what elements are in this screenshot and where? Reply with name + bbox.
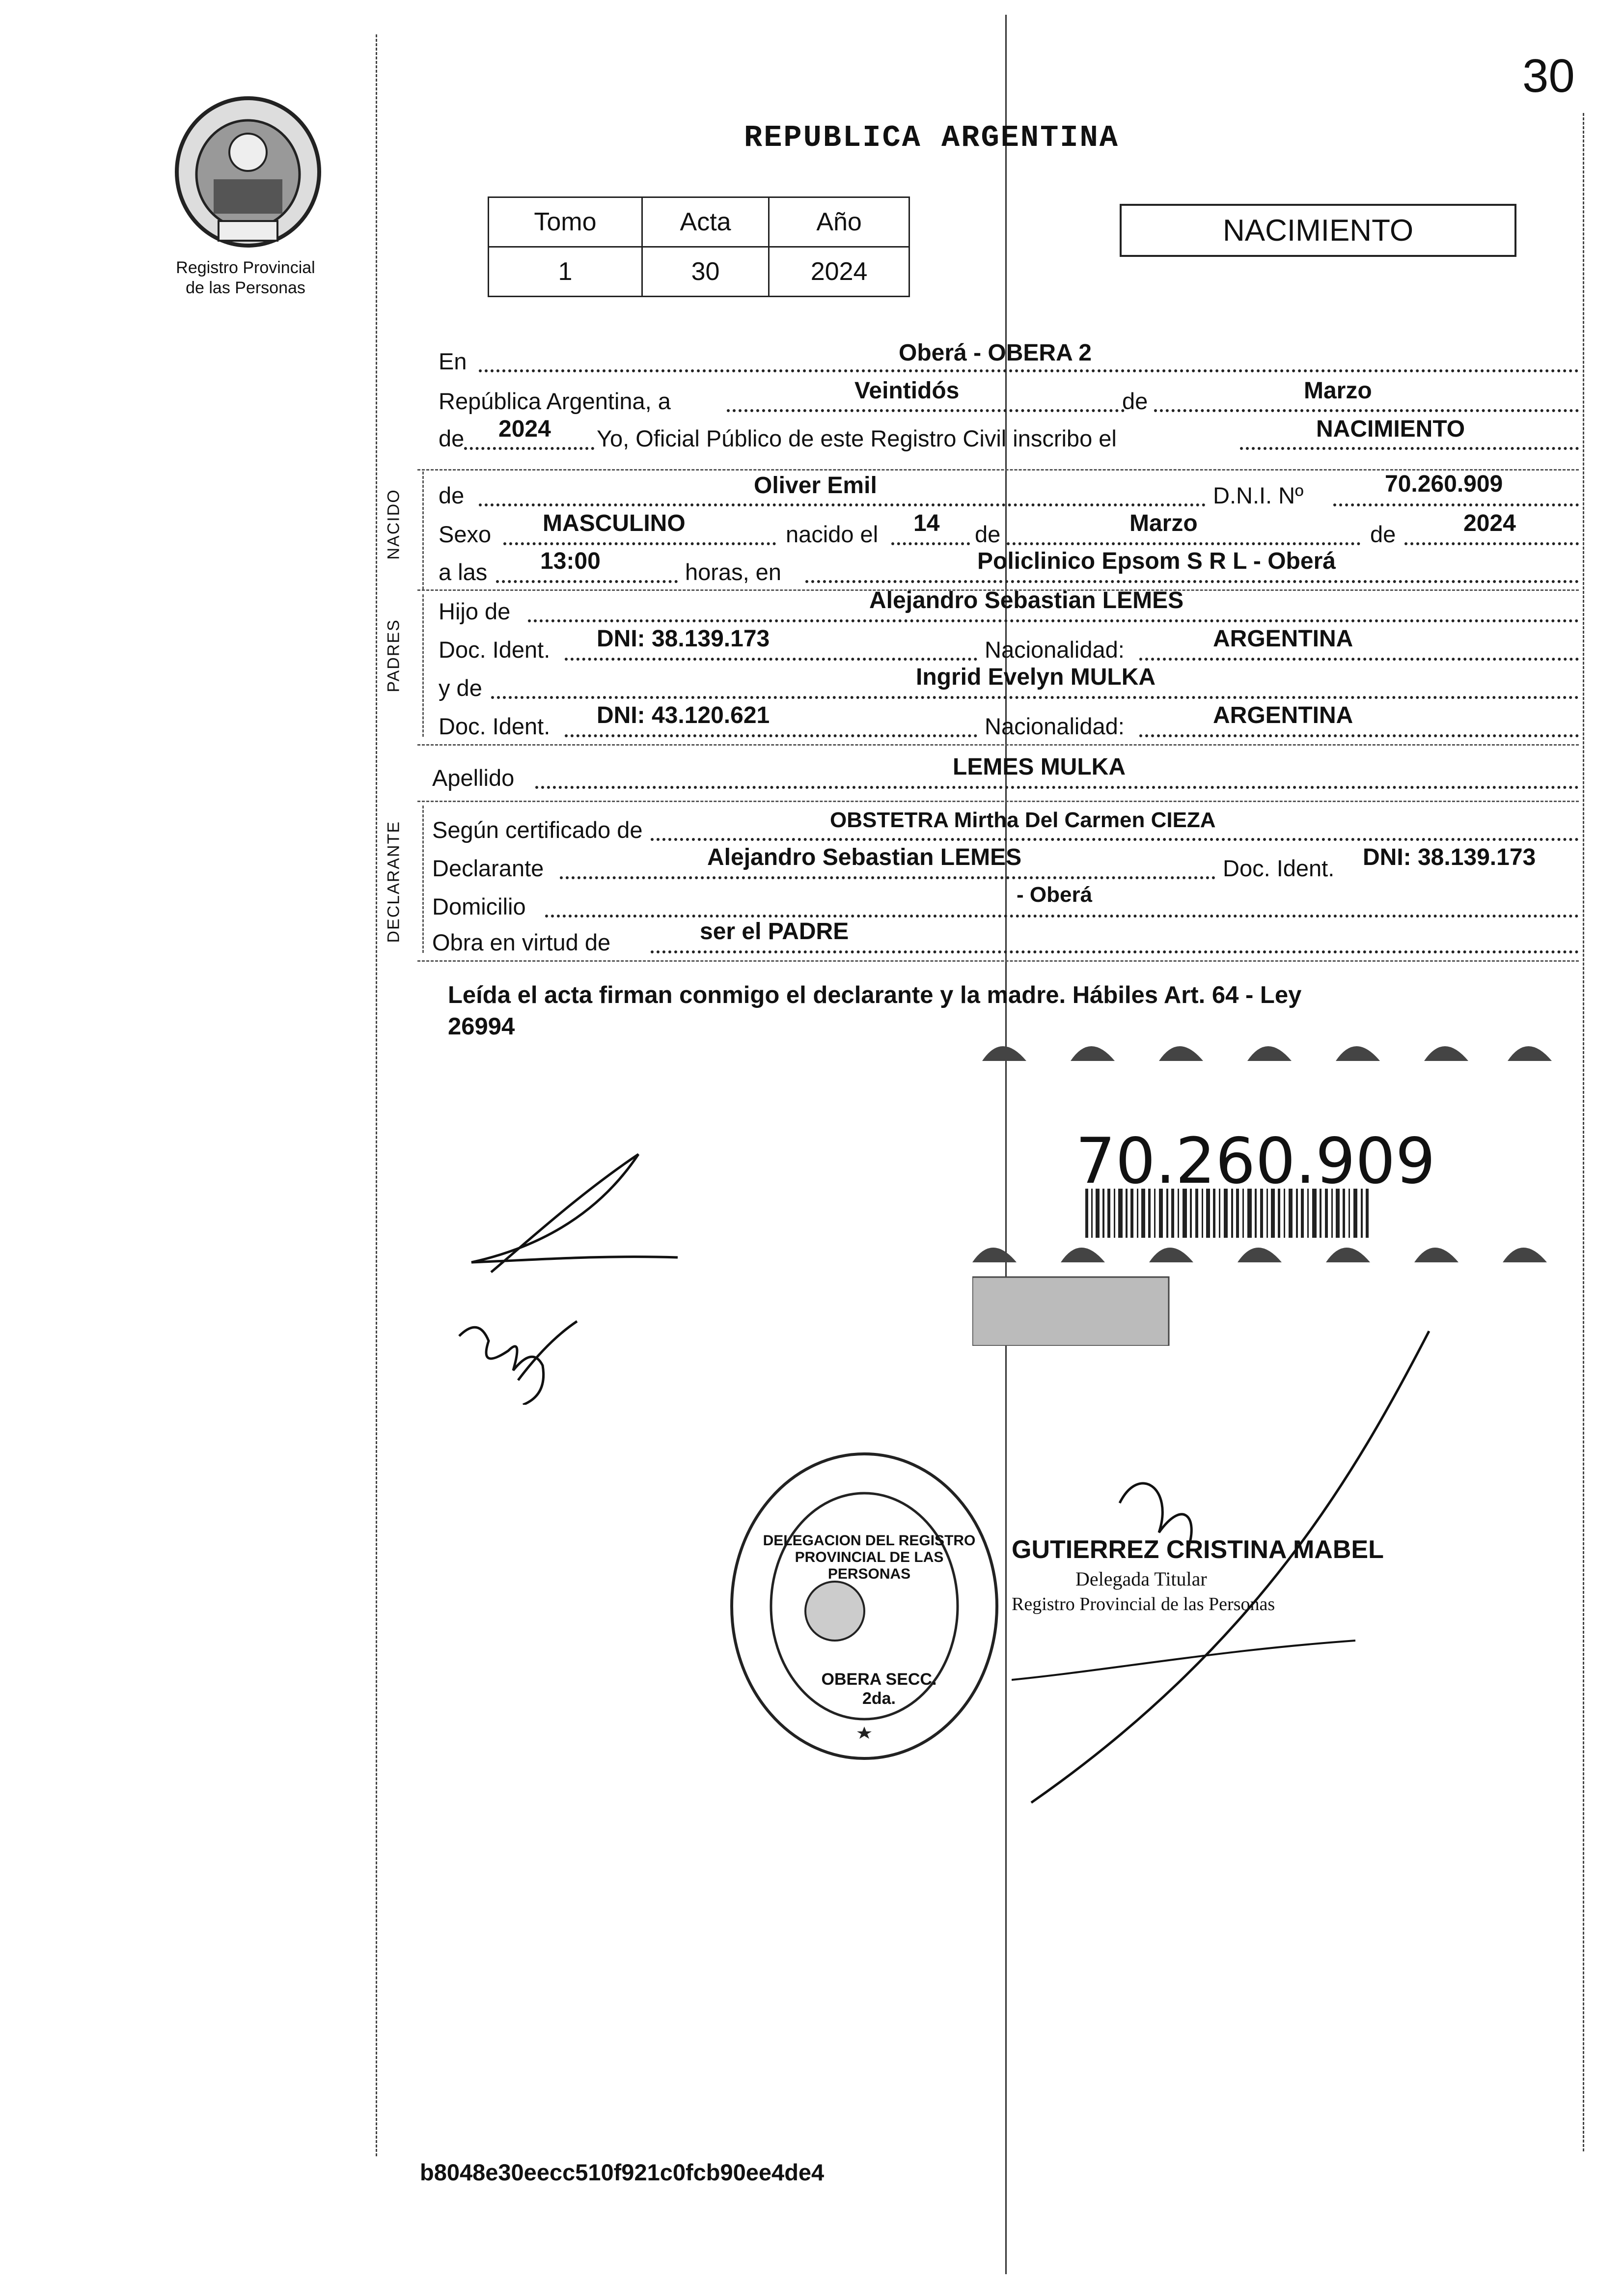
section-separator xyxy=(422,472,424,589)
dotted-line xyxy=(491,696,1579,699)
dotted-line xyxy=(464,447,594,450)
registry-line-1: Registro Provincial xyxy=(176,258,315,277)
tomo-header: Tomo xyxy=(489,197,642,247)
dotted-line xyxy=(565,734,977,737)
acta-value: 30 xyxy=(642,247,769,297)
section-separator xyxy=(422,806,424,953)
record-type-label: NACIMIENTO xyxy=(1222,213,1414,248)
declarante-doc-value: DNI: 38.139.173 xyxy=(1363,844,1536,870)
dotted-line xyxy=(1333,503,1579,506)
certificate-value: OBSTETRA Mirtha Del Carmen CIEZA xyxy=(830,808,1216,832)
dotted-line xyxy=(651,950,1579,953)
apellido-value: LEMES MULKA xyxy=(953,754,1126,780)
doc-ident-label: Doc. Ident. xyxy=(439,713,551,739)
year-prefix-label: de xyxy=(439,425,465,451)
mother-signature xyxy=(454,1307,582,1405)
declarante-section-label: DECLARANTE xyxy=(384,820,403,943)
declarante-label: Declarante xyxy=(432,855,544,881)
dotted-line xyxy=(528,619,1579,622)
dotted-line xyxy=(727,409,1125,412)
en-label: En xyxy=(439,348,467,374)
virtud-value: ser el PADRE xyxy=(700,919,849,945)
month-value: Marzo xyxy=(1304,378,1372,404)
registry-name xyxy=(147,258,344,298)
birth-year-value: 2024 xyxy=(1463,510,1516,536)
mother-nationality-value: ARGENTINA xyxy=(1213,702,1353,728)
domicilio-label: Domicilio xyxy=(432,893,526,919)
de-label: de xyxy=(439,482,465,508)
ano-value: 2024 xyxy=(769,247,909,297)
mother-doc-value: DNI: 43.120.621 xyxy=(597,702,770,728)
document-title: REPUBLICA ARGENTINA xyxy=(744,120,1119,155)
acta-header: Acta xyxy=(642,197,769,247)
closing-line-2: 26994 xyxy=(448,1013,515,1040)
birth-place-value: Policlinico Epsom S R L - Oberá xyxy=(977,548,1336,574)
section-separator xyxy=(422,594,424,737)
section-rule xyxy=(417,801,1579,802)
domicilio-value: - Oberá xyxy=(1017,883,1093,907)
child-name-value: Oliver Emil xyxy=(754,473,877,499)
sexo-value: MASCULINO xyxy=(543,510,686,536)
declarante-value: Alejandro Sebastian LEMES xyxy=(707,844,1022,870)
dotted-line xyxy=(1240,447,1579,450)
child-dni-value: 70.260.909 xyxy=(1385,471,1503,497)
event-value: NACIMIENTO xyxy=(1316,416,1465,442)
dotted-line xyxy=(1139,734,1579,737)
padres-section-label: PADRES xyxy=(384,619,403,693)
dotted-line xyxy=(496,580,678,583)
de-label: de xyxy=(975,521,1001,547)
declarant-signature xyxy=(462,1140,688,1287)
birth-day-value: 14 xyxy=(913,510,940,536)
section-rule xyxy=(417,469,1579,471)
sexo-label: Sexo xyxy=(439,521,492,547)
nacido-section-label: NACIDO xyxy=(384,489,403,560)
dotted-line xyxy=(1404,542,1579,545)
dotted-line xyxy=(535,786,1579,789)
y-de-label: y de xyxy=(439,675,482,701)
dotted-line xyxy=(565,658,977,661)
doc-ident-label: Doc. Ident. xyxy=(1223,855,1335,881)
signatory-name: GUTIERREZ CRISTINA MABEL xyxy=(1012,1535,1384,1564)
dotted-line xyxy=(805,580,1579,583)
register-table xyxy=(488,196,910,297)
father-doc-value: DNI: 38.139.173 xyxy=(597,626,770,652)
id-sticker-number: 70.260.909 xyxy=(1075,1125,1435,1198)
signatory-org: Registro Provincial de las Personas xyxy=(1012,1594,1275,1615)
place-value: Oberá - OBERA 2 xyxy=(899,340,1092,366)
apellido-label: Apellido xyxy=(432,765,515,791)
dotted-line xyxy=(479,369,1579,372)
father-nationality-value: ARGENTINA xyxy=(1213,626,1353,652)
signatory-title: Delegada Titular xyxy=(1075,1568,1207,1590)
official-stamp xyxy=(727,1449,1002,1763)
officer-text: Yo, Oficial Público de este Registro Civil inscribo el xyxy=(597,425,1117,451)
dotted-line xyxy=(891,542,970,545)
nationality-label: Nacionalidad: xyxy=(985,713,1125,739)
registry-line-2: de las Personas xyxy=(186,278,305,297)
section-rule xyxy=(417,744,1579,746)
closing-line-1: Leída el acta firman conmigo el declarante y la madre. Hábiles Art. 64 - Ley xyxy=(448,982,1302,1008)
de-label: de xyxy=(1122,388,1148,414)
nacido-el-label: nacido el xyxy=(786,521,879,547)
record-type-box xyxy=(1120,204,1516,257)
nationality-label: Nacionalidad: xyxy=(985,637,1125,663)
section-rule xyxy=(417,960,1579,962)
province-seal xyxy=(172,93,324,251)
register-table-value-row xyxy=(489,247,909,297)
ano-header: Año xyxy=(769,197,909,247)
dotted-line xyxy=(545,915,1579,918)
dotted-line xyxy=(560,876,1215,879)
signatory-block xyxy=(1012,1535,1384,1615)
father-name-value: Alejandro Sebastian LEMES xyxy=(869,587,1184,613)
dotted-line xyxy=(1007,542,1360,545)
stamp-inner-text: OBERA SECC. 2da. xyxy=(821,1670,937,1708)
de-label: de xyxy=(1370,521,1396,547)
dotted-line xyxy=(651,838,1579,841)
virtud-label: Obra en virtud de xyxy=(432,929,611,955)
hijo-de-label: Hijo de xyxy=(439,598,511,624)
document-hash: b8048e30eecc510f921c0fcb90ee4de4 xyxy=(420,2159,825,2185)
day-words-value: Veintidós xyxy=(854,378,960,404)
horas-label: horas, en xyxy=(685,559,781,585)
tomo-value: 1 xyxy=(489,247,642,297)
doc-ident-label: Doc. Ident. xyxy=(439,637,551,663)
dotted-line xyxy=(503,542,776,545)
country-label: República Argentina, a xyxy=(439,388,671,414)
birth-time-value: 13:00 xyxy=(540,548,601,574)
certificate-label: Según certificado de xyxy=(432,817,643,843)
birth-month-value: Marzo xyxy=(1129,510,1198,536)
register-table-header-row xyxy=(489,197,909,247)
a-las-label: a las xyxy=(439,559,488,585)
year-value: 2024 xyxy=(498,416,551,442)
stamp-ring-text: DELEGACION DEL REGISTRO PROVINCIAL DE LAS PERSONAS xyxy=(763,1532,976,1582)
page-number: 30 xyxy=(1522,50,1575,102)
dotted-line xyxy=(479,503,1206,506)
dotted-line xyxy=(1154,409,1579,412)
left-border-line xyxy=(376,34,377,2156)
dni-label: D.N.I. Nº xyxy=(1213,482,1304,508)
mother-name-value: Ingrid Evelyn MULKA xyxy=(916,664,1156,690)
dotted-line xyxy=(1139,658,1579,661)
right-border-line xyxy=(1583,113,1584,2151)
